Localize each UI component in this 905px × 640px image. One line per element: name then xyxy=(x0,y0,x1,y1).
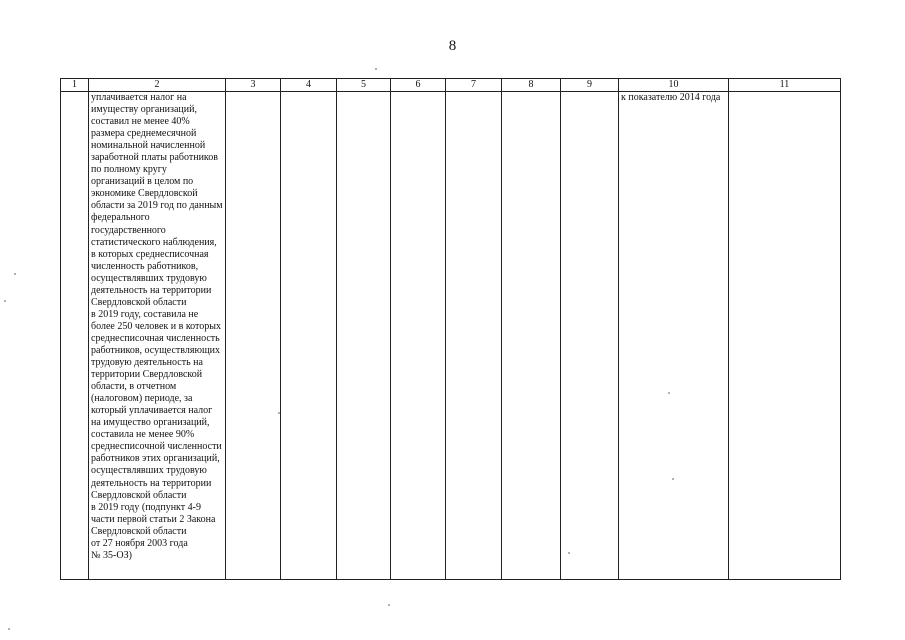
column-header-9: 9 xyxy=(561,79,619,92)
column-header-7: 7 xyxy=(446,79,502,92)
cell-col-5 xyxy=(337,92,391,580)
column-header-3: 3 xyxy=(226,79,281,92)
column-header-10: 10 xyxy=(619,79,729,92)
document-table xyxy=(60,78,841,580)
column-header-11: 11 xyxy=(729,79,841,92)
reference-text: к показателю 2014 года xyxy=(621,92,721,103)
page-number: 8 xyxy=(448,38,457,54)
cell-col-7 xyxy=(446,92,502,580)
scan-speck xyxy=(388,604,390,606)
cell-col-1 xyxy=(61,92,89,580)
cell-col-3 xyxy=(226,92,281,580)
column-header-8: 8 xyxy=(502,79,561,92)
scan-speck xyxy=(14,273,16,275)
cell-col-11 xyxy=(729,92,841,580)
cell-col-10 xyxy=(619,92,729,580)
table-header-row xyxy=(61,79,841,92)
cell-col-9 xyxy=(561,92,619,580)
column-header-5: 5 xyxy=(337,79,391,92)
column-header-4: 4 xyxy=(281,79,337,92)
column-header-6: 6 xyxy=(391,79,446,92)
scan-speck xyxy=(668,392,670,394)
cell-col-6 xyxy=(391,92,446,580)
cell-col-4 xyxy=(281,92,337,580)
scan-speck xyxy=(672,478,674,480)
cell-col-2 xyxy=(89,92,226,580)
scan-speck xyxy=(568,552,570,554)
scan-speck xyxy=(8,628,10,630)
column-header-2: 2 xyxy=(89,79,226,92)
condition-text: уплачивается налог на имуществу организаций, составил не менее 40% размера среднемесячной номинальной начисленной заработной платы работников по полному кругу организаций в целом по экономике Свердловской области за 2019 год по данным федерального государственного статистического наблюдения, в которых среднесписочная численность работников, осуществлявших трудовую деятельность на территории Свердловской области в 2019 году, составила не более 250 человек и в которых среднесписочная численность работников, осуществляющих трудовую деятельность на территории Свердловской области, в отчетном (налоговом) периоде, за который уплачивается налог на имущество организаций, составила не менее 90% среднесписочной численности работников этих организаций, осуществлявших трудовую деятельность на территории Свердловской области в 2019 году (подпункт 4-9 части первой статьи 2 Закона Свердловской области от 27 ноября 2003 года № 35-ОЗ) xyxy=(91,92,223,561)
table-row xyxy=(61,92,841,580)
column-header-1: 1 xyxy=(61,79,89,92)
scan-speck xyxy=(4,300,6,302)
scan-speck xyxy=(278,412,280,414)
scan-speck xyxy=(375,68,377,70)
cell-col-8 xyxy=(502,92,561,580)
